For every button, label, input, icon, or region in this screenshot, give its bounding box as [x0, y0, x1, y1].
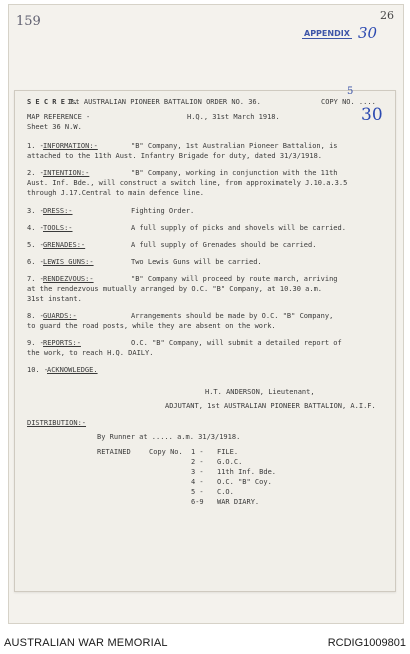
para-heading: DRESS:-	[43, 207, 73, 215]
order-page	[14, 86, 396, 592]
map-reference: MAP REFERENCE -	[27, 113, 91, 121]
copy-no: COPY NO. ....	[321, 98, 376, 106]
map-sheet: Sheet 36 N.W.	[27, 123, 82, 131]
para-text: to guard the road posts, while they are absent on the work.	[27, 322, 276, 330]
dateline: H.Q., 31st March 1918.	[187, 113, 280, 121]
para-text: Fighting Order.	[131, 207, 195, 215]
para-heading: GRENADES:-	[43, 241, 86, 249]
para-heading: RENDEZVOUS:-	[43, 275, 94, 283]
para-number: 10. -	[27, 366, 49, 374]
para-text: Two Lewis Guns will be carried.	[131, 258, 262, 266]
para-text: 31st instant.	[27, 295, 82, 303]
para-heading: INFORMATION:-	[43, 142, 98, 150]
distribution-copy-number: 4 -	[191, 478, 204, 486]
para-text: "B" Company, 1st Australian Pioneer Battalion, is	[131, 142, 338, 150]
distribution-copy-number: 5 -	[191, 488, 204, 496]
page-number-right: 26	[380, 9, 394, 22]
para-number: 1. -	[27, 142, 44, 150]
para-heading: LEWIS GUNS:-	[43, 258, 94, 266]
para-number: 9. -	[27, 339, 44, 347]
para-text: A full supply of picks and shovels will be carried.	[131, 224, 346, 232]
signature-name: H.T. ANDERSON, Lieutenant,	[205, 388, 315, 396]
para-number: 7. -	[27, 275, 44, 283]
distribution-copy-number: 2 -	[191, 458, 204, 466]
para-heading: TOOLS:-	[43, 224, 73, 232]
unit-heading: 1st AUSTRALIAN PIONEER BATTALION ORDER NO. 36.	[67, 98, 261, 106]
signature-title: ADJUTANT, 1st AUSTRALIAN PIONEER BATTALION, A.I.F.	[165, 402, 376, 410]
para-number: 2. -	[27, 169, 44, 177]
appendix-stamp: APPENDIX	[304, 29, 350, 38]
para-number: 4. -	[27, 224, 44, 232]
institution-name: AUSTRALIAN WAR MEMORIAL	[4, 637, 168, 649]
classification: S E C R E T.	[27, 98, 78, 106]
distribution-copy-number: 6-9	[191, 498, 204, 506]
side-number: 30	[361, 105, 383, 125]
para-heading: ACKNOWLEDGE.	[47, 366, 98, 374]
para-text: the work, to reach H.Q. DAILY.	[27, 349, 154, 357]
copy-no-number: 5	[347, 86, 354, 97]
archive-footer	[0, 632, 410, 654]
distribution-label: RETAINED	[97, 448, 131, 456]
record-id: RCDIG1009801	[327, 637, 406, 649]
para-text: A full supply of Grenades should be carried.	[131, 241, 317, 249]
appendix-number: 30	[358, 24, 378, 42]
para-text: Arrangements should be made by O.C. "B" Company,	[131, 312, 334, 320]
para-number: 3. -	[27, 207, 44, 215]
distribution-heading: DISTRIBUTION:-	[27, 419, 87, 427]
para-text: "B" Company will proceed by route march, arriving	[131, 275, 338, 283]
para-text: O.C. "B" Company, will submit a detailed report of	[131, 339, 342, 347]
para-heading: GUARDS:-	[43, 312, 77, 320]
para-text: Aust. Inf. Bde., will construct a switch line, from approximately J.10.a.3.5	[27, 179, 348, 187]
distribution-copy-number: 1 -	[191, 448, 204, 456]
para-number: 6. -	[27, 258, 44, 266]
para-text: at the rendezvous mutually arranged by O.C. "B" Company, at 10.30 a.m.	[27, 285, 323, 293]
para-text: attached to the 11th Aust. Infantry Brigade for duty, dated 31/3/1918.	[27, 152, 323, 160]
para-number: 5. -	[27, 241, 44, 249]
distribution-recipient: 11th Inf. Bde.	[217, 468, 277, 476]
para-heading: INTENTION:-	[43, 169, 90, 177]
distribution-copy-number: 3 -	[191, 468, 204, 476]
para-number: 8. -	[27, 312, 44, 320]
page-number-left: 159	[16, 14, 41, 29]
distribution-recipient: O.C. "B" Coy.	[217, 478, 272, 486]
para-text: through J.17.Central to main defence line.	[27, 189, 205, 197]
issued-line: By Runner at ..... a.m. 31/3/1918.	[97, 433, 241, 441]
para-heading: REPORTS:-	[43, 339, 81, 347]
distribution-recipient: G.O.C.	[217, 458, 243, 466]
para-text: "B" Company, working in conjunction with the 11th	[131, 169, 338, 177]
distribution-copy: Copy No.	[149, 448, 183, 456]
distribution-recipient: FILE.	[217, 448, 239, 456]
distribution-recipient: WAR DIARY.	[217, 498, 260, 506]
distribution-recipient: C.O.	[217, 488, 234, 496]
